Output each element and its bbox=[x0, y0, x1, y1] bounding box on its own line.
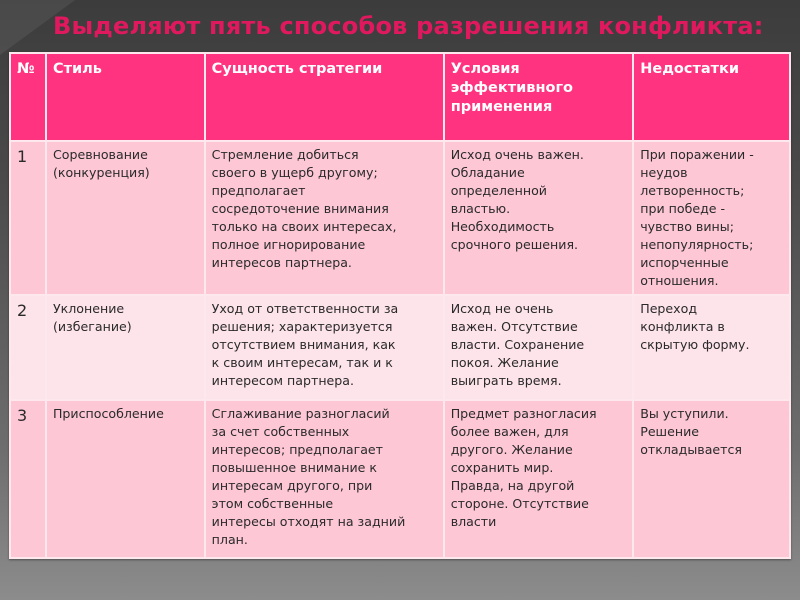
cell-drawbacks: Переход конфликта в скрытую форму. bbox=[633, 295, 790, 400]
cell-style: Соревнование (конкуренция) bbox=[46, 141, 205, 295]
conflict-strategies-table bbox=[9, 52, 791, 559]
cell-conditions: Исход очень важен. Обладание определенной властью. Необходимость срочного решения. bbox=[444, 141, 634, 295]
table-header-row bbox=[10, 53, 790, 141]
cell-drawbacks: При поражении - неудов летворенность; при победе - чувство вины; непопулярность; испорченные отношения. bbox=[633, 141, 790, 295]
cell-drawbacks: Вы уступили. Решение откладывается bbox=[633, 400, 790, 558]
cell-number: 2 bbox=[10, 295, 46, 400]
header-number: № bbox=[10, 53, 46, 141]
cell-essence: Уход от ответственности за решения; характеризуется отсутствием внимания, как к своим интересам, так и к интересом партнера. bbox=[205, 295, 444, 400]
cell-number: 1 bbox=[10, 141, 46, 295]
header-essence: Сущность стратегии bbox=[205, 53, 444, 141]
table-row bbox=[10, 295, 790, 400]
slide-title: Выделяют пять способов разрешения конфликта: bbox=[53, 12, 764, 40]
table-row bbox=[10, 400, 790, 558]
cell-style: Приспособление bbox=[46, 400, 205, 558]
cell-conditions: Предмет разногласия более важен, для другого. Желание сохранить мир. Правда, на другой стороне. Отсутствие власти bbox=[444, 400, 634, 558]
cell-style: Уклонение (избегание) bbox=[46, 295, 205, 400]
table-row bbox=[10, 141, 790, 295]
header-conditions: Условия эффективного применения bbox=[444, 53, 634, 141]
header-drawbacks: Недостатки bbox=[633, 53, 790, 141]
cell-conditions: Исход не очень важен. Отсутствие власти. Сохранение покоя. Желание выиграть время. bbox=[444, 295, 634, 400]
cell-essence: Сглаживание разногласий за счет собственных интересов; предполагает повышенное внимание к интересам другого, при этом собственные интересы отходят на задний план. bbox=[205, 400, 444, 558]
cell-number: 3 bbox=[10, 400, 46, 558]
cell-essence: Стремление добиться своего в ущерб другому; предполагает сосредоточение внимания только на своих интересах, полное игнорирование интересов партнера. bbox=[205, 141, 444, 295]
header-style: Стиль bbox=[46, 53, 205, 141]
